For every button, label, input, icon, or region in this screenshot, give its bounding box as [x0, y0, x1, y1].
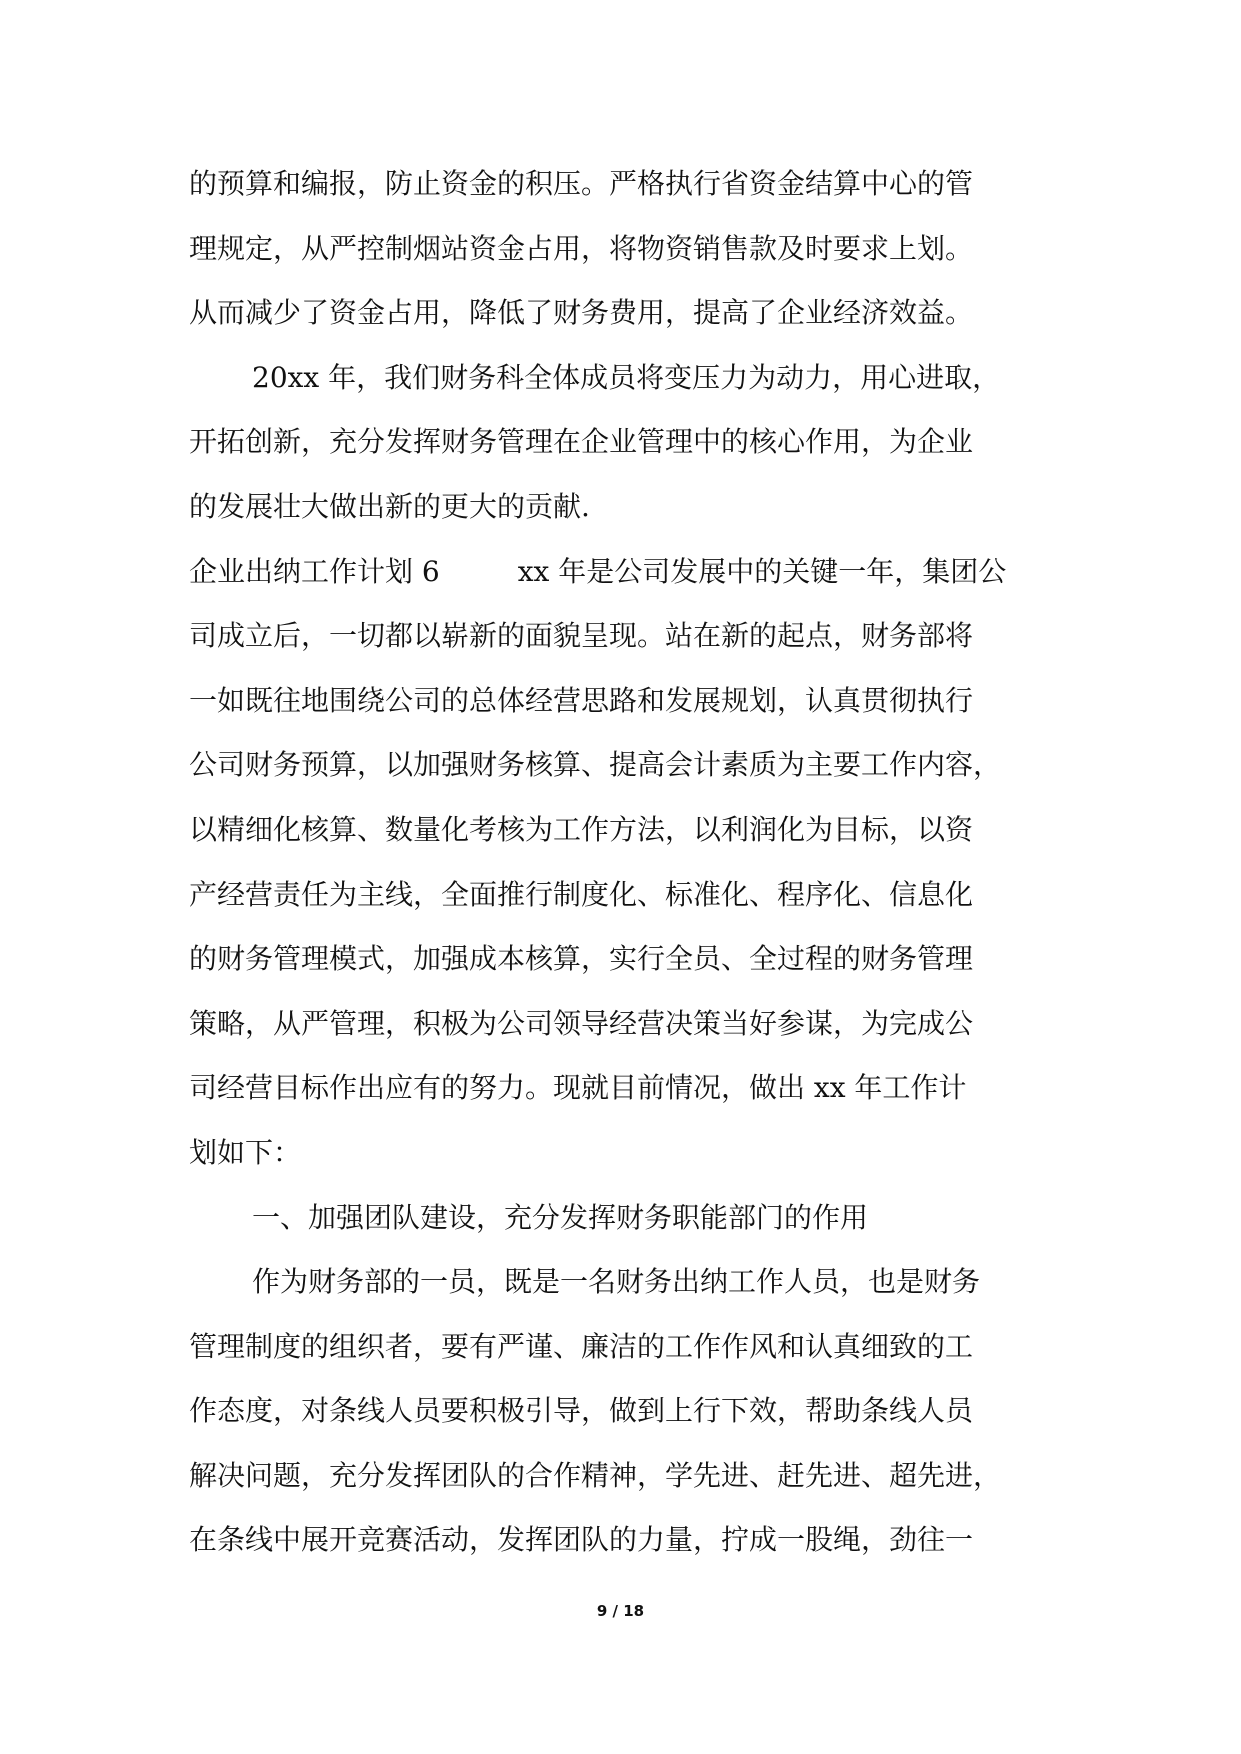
paragraph-start-line: 作为财务部的一员，既是一名财务出纳工作人员，也是财务: [252, 1265, 981, 1299]
text-line: 以精细化核算、数量化考核为工作方法，以利润化为目标，以资: [189, 812, 974, 846]
text-line: 作态度，对条线人员要积极引导，做到上行下效，帮助条线人员: [189, 1394, 974, 1428]
text-line-continuation: xx 年是公司发展中的关键一年，集团公: [517, 554, 1007, 588]
text-line: 公司财务预算，以加强财务核算、提高会计素质为主要工作内容，: [189, 748, 1002, 782]
text-line: 产经营责任为主线，全面推行制度化、标准化、程序化、信息化: [189, 877, 974, 911]
section-heading: 企业出纳工作计划 6: [189, 554, 440, 588]
text-line: 在条线中展开竞赛活动，发挥团队的力量，拧成一股绳，劲往一: [189, 1523, 974, 1557]
subheading-line: 一、加强团队建设，充分发挥财务职能部门的作用: [252, 1200, 869, 1234]
text-line: 司成立后，一切都以崭新的面貌呈现。站在新的起点，财务部将: [189, 619, 974, 653]
document-body: [189, 152, 1057, 1573]
paragraph-start-line: 20xx 年，我们财务科全体成员将变压力为动力，用心进取，: [252, 360, 1001, 394]
page-number: 9 / 18: [596, 1602, 645, 1620]
text-line: 的预算和编报，防止资金的积压。严格执行省资金结算中心的管: [189, 167, 974, 200]
text-line: 司经营目标作出应有的努力。现就目前情况，做出 xx 年工作计: [189, 1071, 967, 1105]
text-line: 策略，从严管理，积极为公司领导经营决策当好参谋，为完成公: [189, 1006, 974, 1040]
text-line: 的财务管理模式，加强成本核算，实行全员、全过程的财务管理: [189, 942, 974, 976]
text-line: 开拓创新，充分发挥财务管理在企业管理中的核心作用，为企业: [189, 425, 974, 459]
text-line: 解决问题，充分发挥团队的合作精神，学先进、赶先进、超先进，: [189, 1458, 1002, 1492]
section-heading-line: [189, 540, 1057, 605]
text-line: 管理制度的组织者，要有严谨、廉洁的工作作风和认真细致的工: [189, 1329, 974, 1363]
text-line: 一如既往地围绕公司的总体经营思路和发展规划，认真贯彻执行: [189, 683, 974, 717]
text-line: 划如下：: [189, 1135, 302, 1169]
text-line: 理规定，从严控制烟站资金占用，将物资销售款及时要求上划。: [189, 231, 974, 265]
text-line: 的发展壮大做出新的更大的贡献.: [189, 489, 590, 523]
text-line: 从而减少了资金占用，降低了财务费用，提高了企业经济效益。: [189, 296, 974, 330]
